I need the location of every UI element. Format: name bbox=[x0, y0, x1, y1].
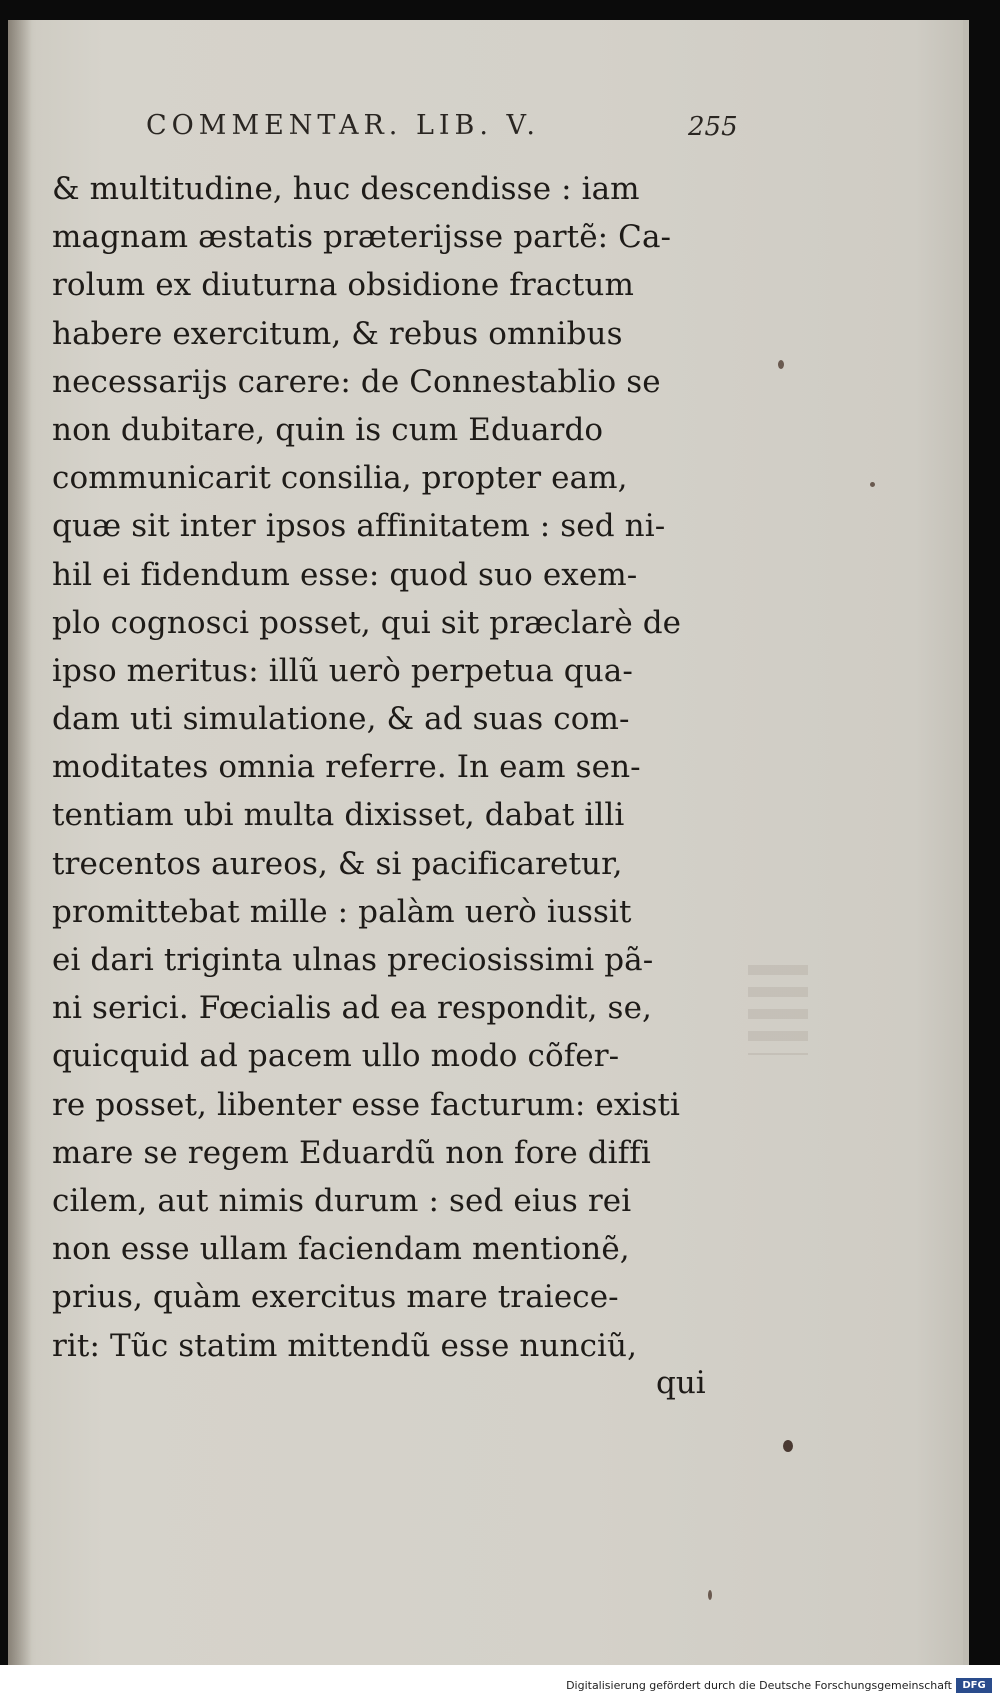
text-line: ei dari triginta ulnas preciosissimi pã- bbox=[52, 942, 654, 978]
text-line: magnam æstatis præterijsse partẽ: Ca- bbox=[52, 219, 672, 256]
ink-speck bbox=[783, 1440, 793, 1452]
text-line: ipso meritus: illũ uerò perpetua qua- bbox=[52, 652, 633, 689]
text-line: tentiam ubi multa dixisset, dabat illi bbox=[52, 797, 625, 834]
catchword: qui bbox=[656, 1365, 706, 1401]
ink-speck bbox=[870, 482, 875, 487]
text-line: promittebat mille : palàm uerò iussit bbox=[52, 893, 632, 930]
text-line: habere exercitum, & rebus omnibus bbox=[52, 315, 623, 352]
text-line: hil ei fidendum esse: quod suo exem- bbox=[52, 556, 638, 593]
footer-bar bbox=[0, 1665, 1000, 1700]
text-line: communicarit consilia, propter eam, bbox=[52, 460, 628, 497]
bleed-through-marks bbox=[748, 965, 808, 1055]
text-line: quæ sit inter ipsos affinitatem : sed ni- bbox=[52, 508, 666, 545]
text-block bbox=[52, 165, 732, 1370]
gutter-shadow bbox=[8, 20, 32, 1665]
text-line: prius, quàm exercitus mare traiece- bbox=[52, 1279, 619, 1316]
dfg-logo: DFG bbox=[956, 1678, 992, 1693]
text-line: plo cognosci posset, qui sit præclarè de bbox=[52, 604, 682, 641]
text-line: non esse ullam faciendam mentionẽ, bbox=[52, 1231, 630, 1268]
book-page bbox=[8, 20, 969, 1665]
running-head: COMMENTAR. LIB. V. bbox=[146, 110, 540, 141]
text-line: cilem, aut nimis durum : sed eius rei bbox=[52, 1182, 632, 1219]
text-line: ni serici. Fœcialis ad ea respondit, se, bbox=[52, 990, 652, 1027]
text-line: dam uti simulatione, & ad suas com- bbox=[52, 701, 630, 738]
page-number: 255 bbox=[688, 112, 738, 142]
ink-speck bbox=[708, 1590, 712, 1600]
text-line: & multitudine, huc descendisse : iam bbox=[52, 171, 640, 207]
text-line: quicquid ad pacem ullo modo cõfer- bbox=[52, 1038, 620, 1075]
text-line: mare se regem Eduardũ non fore diffi bbox=[52, 1134, 651, 1171]
digitization-credit: Digitalisierung gefördert durch die Deutsche Forschungsgemeinschaft bbox=[566, 1679, 952, 1692]
text-line: necessarijs carere: de Connestablio se bbox=[52, 363, 661, 400]
text-line: rit: Tũc statim mittendũ esse nunciũ, bbox=[52, 1327, 638, 1364]
text-line: trecentos aureos, & si pacificaretur, bbox=[52, 845, 623, 882]
ink-speck bbox=[778, 360, 784, 369]
text-line: non dubitare, quin is cum Eduardo bbox=[52, 411, 604, 448]
text-line: moditates omnia referre. In eam sen- bbox=[52, 749, 641, 786]
text-line: rolum ex diuturna obsidione fractum bbox=[52, 267, 634, 304]
text-line: re posset, libenter esse facturum: existi bbox=[52, 1086, 681, 1123]
